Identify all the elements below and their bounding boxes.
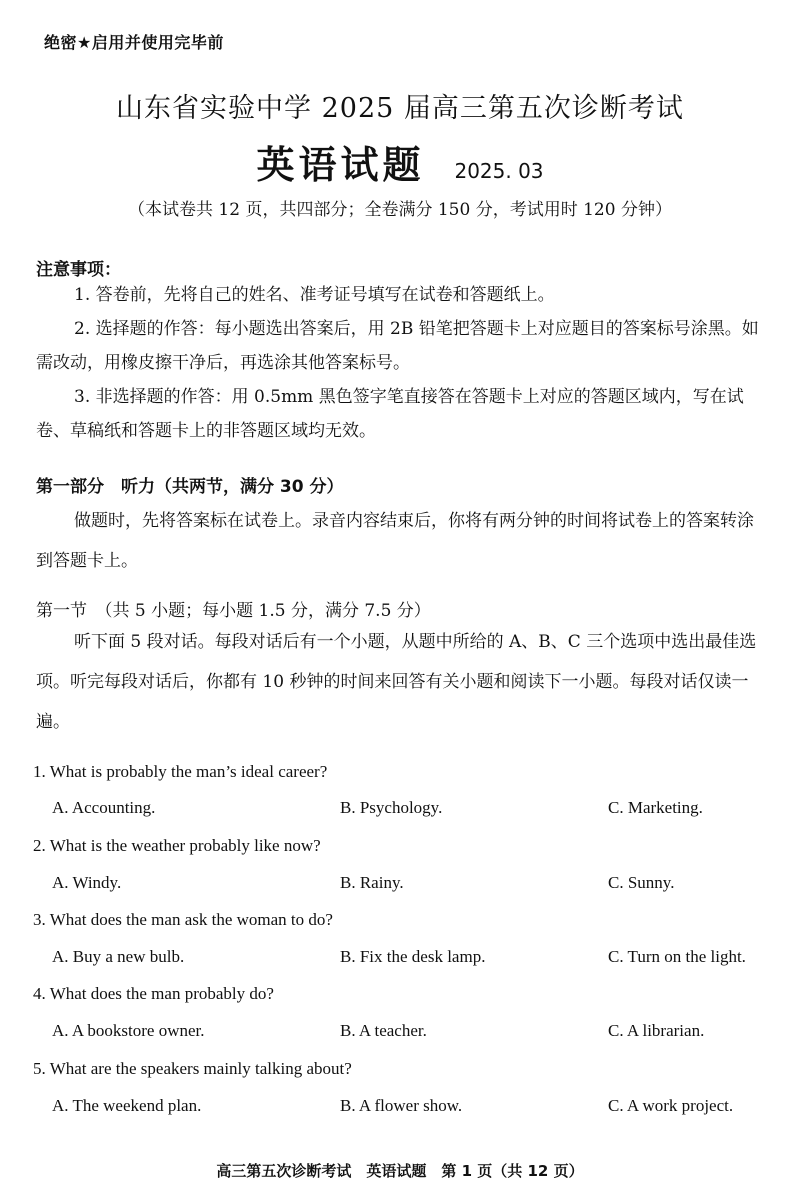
q5-option-c: C. A work project. [608,1096,734,1115]
q1-option-c: C. Marketing. [608,798,703,817]
question-4: 4. What does the man probably do? [33,984,274,1003]
q4-option-a: A. A bookstore owner. [52,1021,205,1040]
subject-title: 英语试题 [256,143,425,187]
section1-instruction: 听下面 5 段对话。每段对话后有一个小题，从题中所给的 A、B、C 三个选项中选出最佳选项。听完每段对话后，你都有 10 秒钟的时间来回答有关小题和阅读下一小题。每段对话仅读一遍。 [36,632,757,732]
notice-heading: 注意事项： [36,260,121,280]
q3-option-a: A. Buy a new bulb. [52,947,185,966]
question-3: 3. What does the man ask the woman to do? [33,910,333,929]
exam-date: 2025. 03 [454,159,544,183]
page-footer: 高三第五次诊断考试 英语试题 第 1 页（共 12 页） [216,1162,584,1180]
exam-title: 山东省实验中学 2025 届高三第五次诊断考试 [116,93,684,124]
q1-option-b: B. Psychology. [340,798,443,817]
question-5: 5. What are the speakers mainly talking about? [33,1059,352,1078]
q3-option-b: B. Fix the desk lamp. [340,947,486,966]
notice-item: 1. 答卷前，先将自己的姓名、准考证号填写在试卷和答题纸上。 [74,285,555,305]
q5-option-a: A. The weekend plan. [52,1096,202,1115]
q4-option-b: B. A teacher. [340,1021,427,1040]
notice-item: 3. 非选择题的作答：用 0.5mm 黑色签字笔直接答在答题卡上对应的答题区域内，写在试卷、草稿纸和答题卡上的非答题区域均无效。 [36,387,744,441]
q2-option-b: B. Rainy. [340,873,404,892]
q1-option-a: A. Accounting. [52,798,156,817]
exam-info: （本试卷共 12 页，共四部分；全卷满分 150 分，考试用时 120 分钟） [128,200,672,220]
subject-line [0,134,800,189]
q3-option-c: C. Turn on the light. [608,947,746,966]
q5-option-b: B. A flower show. [340,1096,463,1115]
question-2: 2. What is the weather probably like now? [33,836,321,855]
q2-option-c: C. Sunny. [608,873,675,892]
confidential-label: 绝密★启用并使用完毕前 [44,33,224,52]
part1-heading: 第一部分 听力（共两节，满分 30 分） [36,477,344,497]
q4-option-c: C. A librarian. [608,1021,705,1040]
notice-item: 2. 选择题的作答：每小题选出答案后，用 2B 铅笔把答题卡上对应题目的答案标号涂黑。如需改动，用橡皮擦干净后，再选涂其他答案标号。 [36,319,759,373]
part1-instruction: 做题时，先将答案标在试卷上。录音内容结束后，你将有两分钟的时间将试卷上的答案转涂到答题卡上。 [36,511,754,571]
section1-heading: 第一节 （共 5 小题；每小题 1.5 分，满分 7.5 分） [36,601,431,621]
q2-option-a: A. Windy. [52,873,122,892]
question-1: 1. What is probably the man’s ideal career? [33,762,328,781]
notice-list [36,278,766,448]
